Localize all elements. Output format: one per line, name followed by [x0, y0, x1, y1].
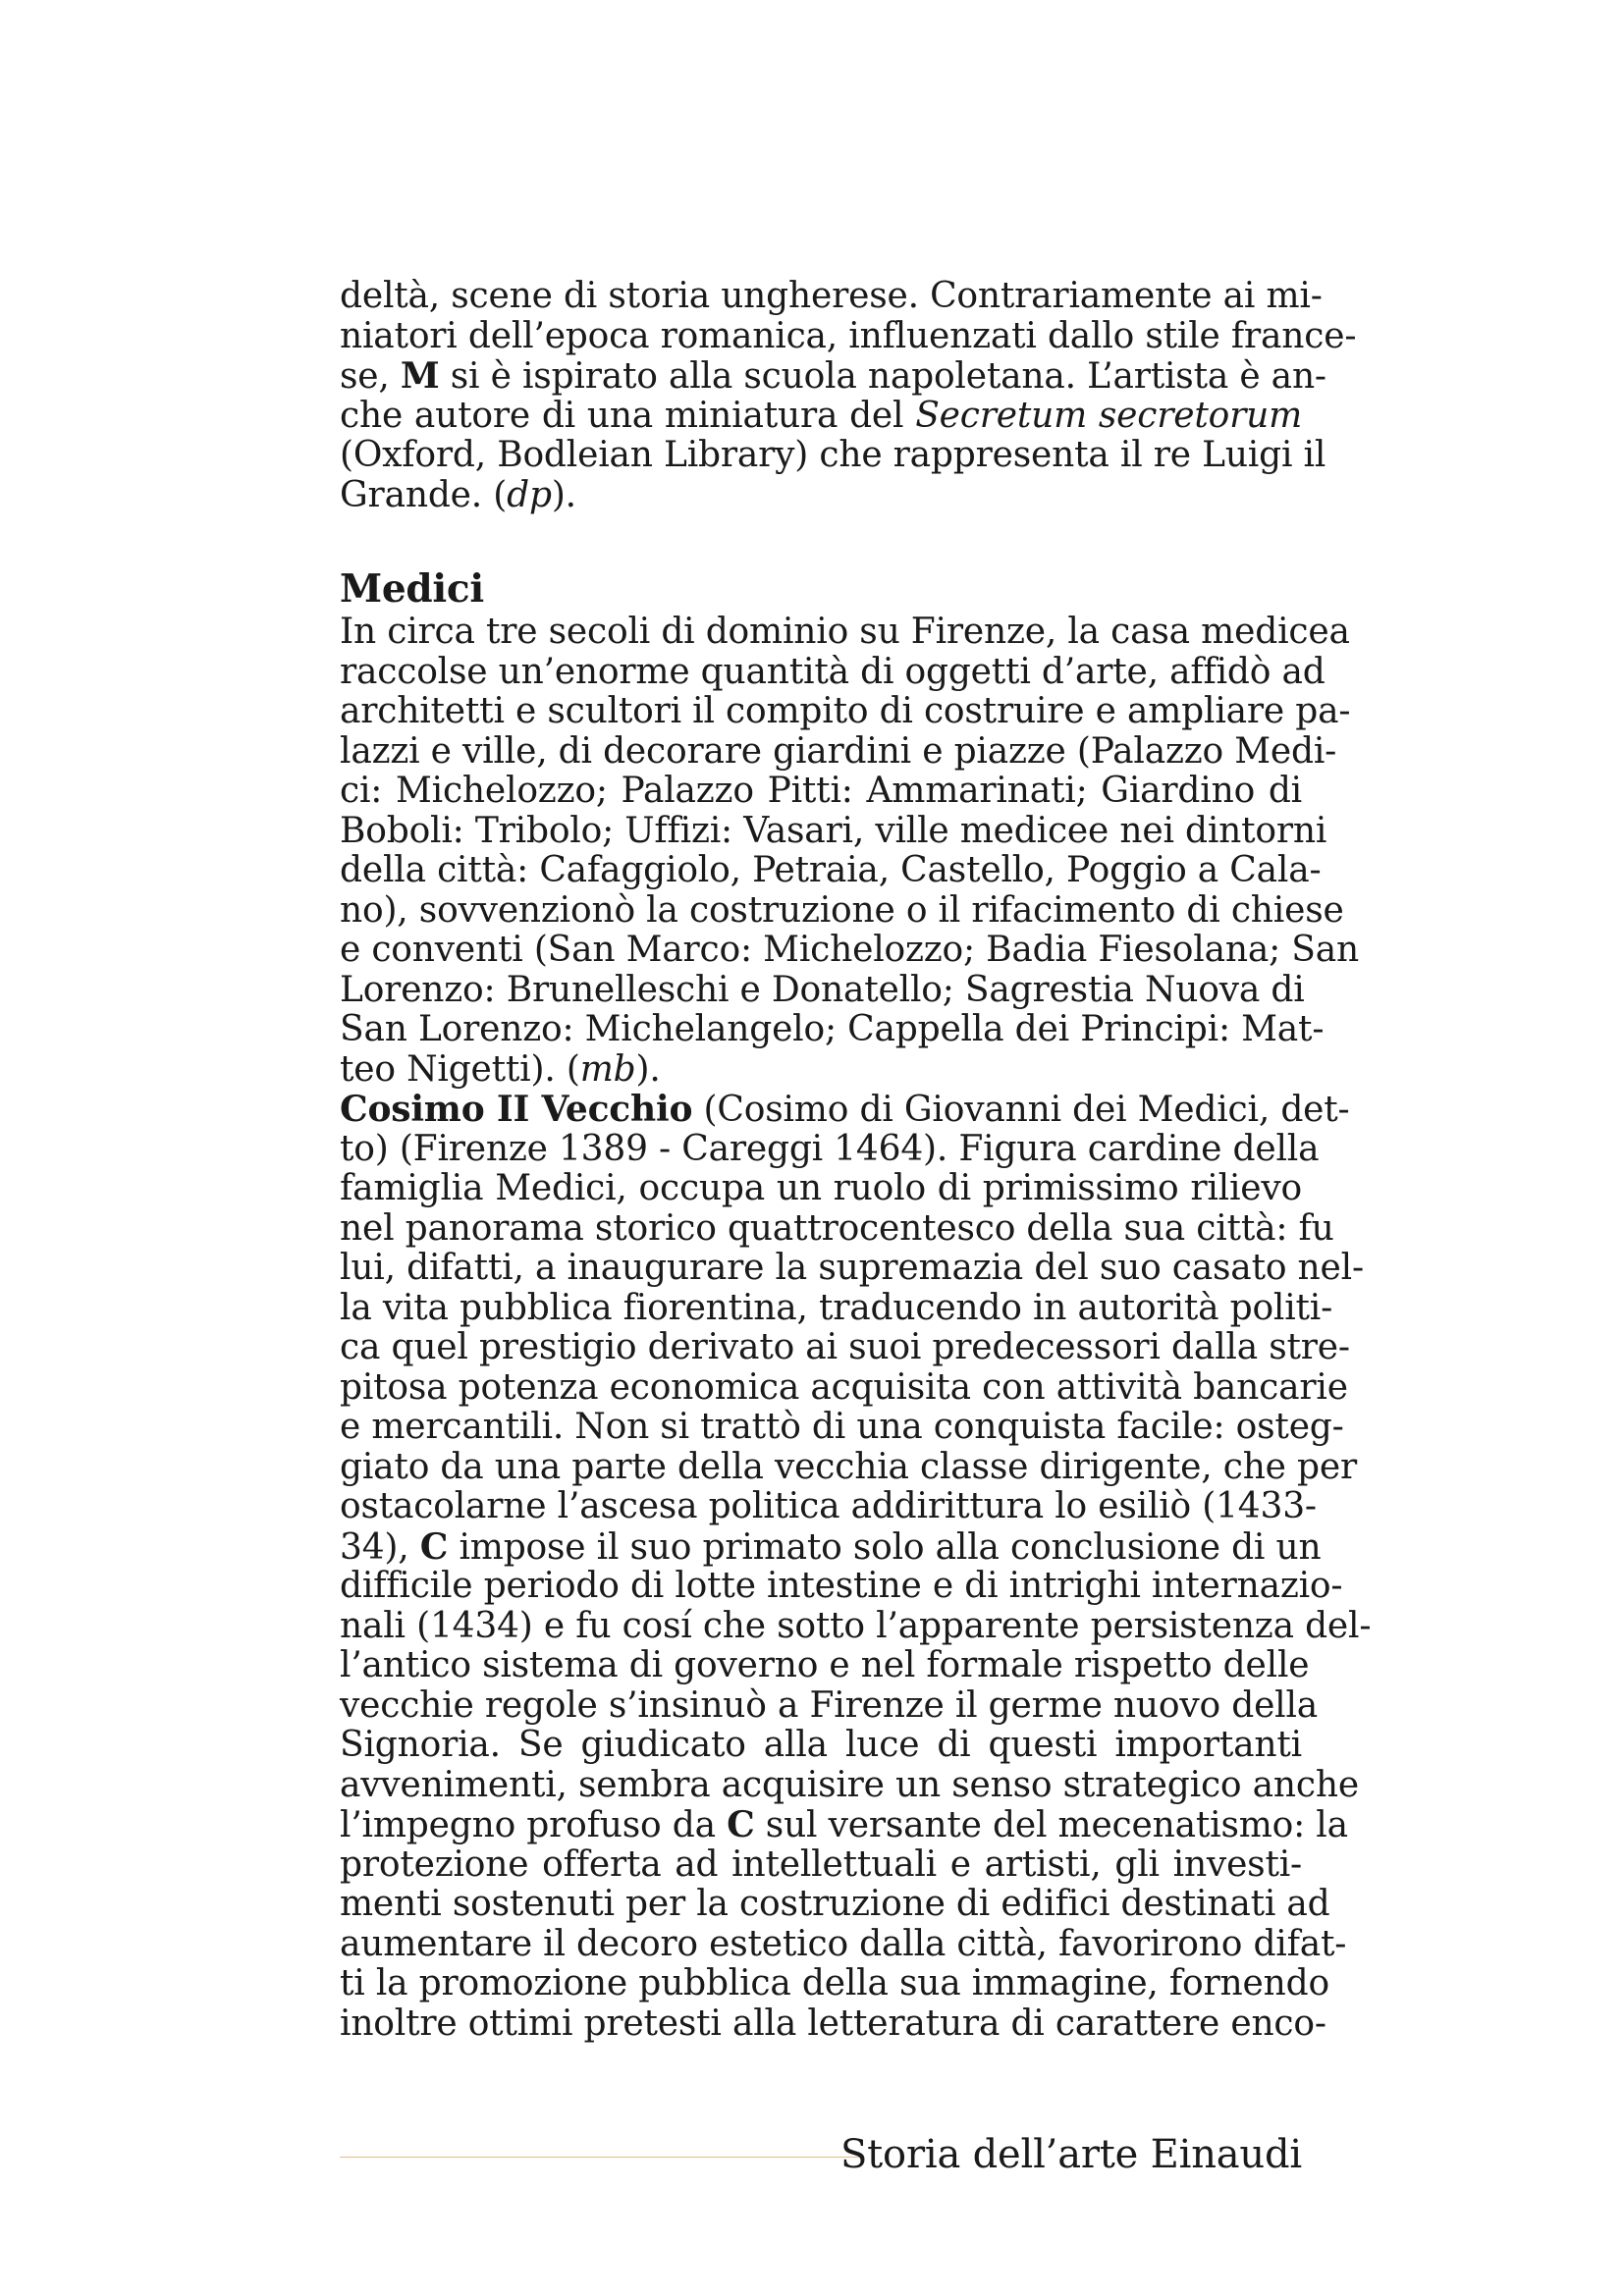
- page-body: [340, 276, 1372, 2044]
- entry-abbreviation: C: [419, 1525, 449, 1568]
- text-line: teo Nigetti). (mb).: [340, 1048, 661, 1090]
- text-line: l’impegno profuso da C sul versante del mecenatismo: la: [340, 1804, 1348, 1845]
- text-line: Boboli: Tribolo; Uffizi: Vasari, ville medicee nei dintorni: [340, 810, 1327, 851]
- text-line: Signoria. Se giudicato alla luce di questi importanti: [340, 1725, 1302, 1765]
- author-initials: dp: [507, 474, 552, 515]
- text-line: ti la promozione pubblica della sua immagine, fornendo: [340, 1963, 1329, 2003]
- text-line: nel panorama storico quattrocentesco della sua città: fu: [340, 1207, 1334, 1249]
- text-line: e mercantili. Non si trattò di una conquista facile: osteg-: [340, 1407, 1344, 1447]
- cosimo-paragraph: [340, 1089, 1372, 2044]
- text-line: della città: Cafaggiolo, Petraia, Castello, Poggio a Cala-: [340, 850, 1322, 890]
- text-line: l’antico sistema di governo e nel formale rispetto delle: [340, 1645, 1310, 1685]
- text-line: pitosa potenza economica acquisita con attività bancarie: [340, 1366, 1348, 1408]
- text-line: architetti e scultori il compito di costruire e ampliare pa-: [340, 691, 1351, 731]
- text-line: se, M si è ispirato alla scuola napoletana. L’artista è an-: [340, 355, 1326, 397]
- previous-entry-paragraph: [340, 276, 1357, 515]
- text-line: Lorenzo: Brunelleschi e Donatello; Sagrestia Nuova di: [340, 969, 1305, 1010]
- text-line: no), sovvenzionò la costruzione o il rifacimento di chiese: [340, 889, 1344, 931]
- text-line: San Lorenzo: Michelangelo; Cappella dei Principi: Mat-: [340, 1009, 1325, 1049]
- text-line: to) (Firenze 1389 - Careggi 1464). Figura cardine della: [340, 1128, 1320, 1169]
- entry-heading-medici: Medici: [340, 566, 484, 612]
- text-line: lui, difatti, a inaugurare la supremazia del suo casato nel-: [340, 1248, 1364, 1288]
- text-line: In circa tre secoli di dominio su Firenze, la casa medicea: [340, 612, 1350, 652]
- text-line: la vita pubblica fiorentina, traducendo in autorità politi-: [340, 1287, 1333, 1328]
- text-line: ostacolarne l’ascesa politica addirittura lo esiliò (1433-: [340, 1486, 1317, 1526]
- text-line: avvenimenti, sembra acquisire un senso strategico anche: [340, 1764, 1359, 1805]
- text-line: niatori dell’epoca romanica, influenzati dallo stile france-: [340, 315, 1357, 356]
- text-line: nali (1434) e fu cosí che sotto l’apparente persistenza del-: [340, 1605, 1372, 1646]
- text-line: raccolse un’enorme quantità di oggetti d’arte, affidò ad: [340, 651, 1325, 692]
- text-line: difficile periodo di lotte intestine e di intrighi internazio-: [340, 1566, 1343, 1606]
- text-line: 34), C impose il suo primato solo alla conclusione di un: [340, 1525, 1322, 1568]
- page-footer: [340, 2130, 1302, 2179]
- text-line: inoltre ottimi pretesti alla letteratura di carattere enco-: [340, 2002, 1326, 2044]
- work-title: Secretum secretorum: [915, 395, 1303, 436]
- text-line: famiglia Medici, occupa un ruolo di primissimo rilievo: [340, 1168, 1302, 1208]
- text-line: che autore di una miniatura del Secretum secretorum: [340, 395, 1303, 436]
- text-line: giato da una parte della vecchia classe dirigente, che per: [340, 1446, 1357, 1487]
- text-line: Cosimo II Vecchio (Cosimo di Giovanni dei Medici, det-: [340, 1089, 1350, 1130]
- footer-publication-title: Storia dell’arte Einaudi: [839, 2132, 1302, 2177]
- text-line: e conventi (San Marco: Michelozzo; Badia Fiesolana; San: [340, 930, 1359, 970]
- text-line: aumentare il decoro estetico dalla città, favorirono difat-: [340, 1923, 1347, 1964]
- text-line: deltà, scene di storia ungherese. Contrariamente ai mi-: [340, 276, 1323, 316]
- entry-abbreviation: M: [400, 355, 440, 397]
- text-line: protezione offerta ad intellettuali e artisti, gli investi-: [340, 1843, 1302, 1885]
- text-line: lazzi e ville, di decorare giardini e piazze (Palazzo Medi-: [340, 730, 1337, 772]
- author-initials: mb: [579, 1048, 636, 1090]
- subentry-heading-cosimo: Cosimo II Vecchio: [340, 1089, 693, 1130]
- footer-rule: [340, 2157, 862, 2158]
- text-line: ca quel prestigio derivato ai suoi predecessori dalla stre-: [340, 1327, 1350, 1367]
- medici-paragraph: [340, 612, 1359, 1090]
- text-line: vecchie regole s’insinuò a Firenze il germe nuovo della: [340, 1684, 1319, 1726]
- text-line: (Oxford, Bodleian Library) che rappresenta il re Luigi il: [340, 435, 1326, 475]
- text-line: ci: Michelozzo; Palazzo Pitti: Ammarinati; Giardino di: [340, 771, 1302, 811]
- text-line: Grande. (dp).: [340, 474, 576, 515]
- text-line: menti sostenuti per la costruzione di edifici destinati ad: [340, 1884, 1330, 1924]
- entry-abbreviation: C: [727, 1804, 755, 1845]
